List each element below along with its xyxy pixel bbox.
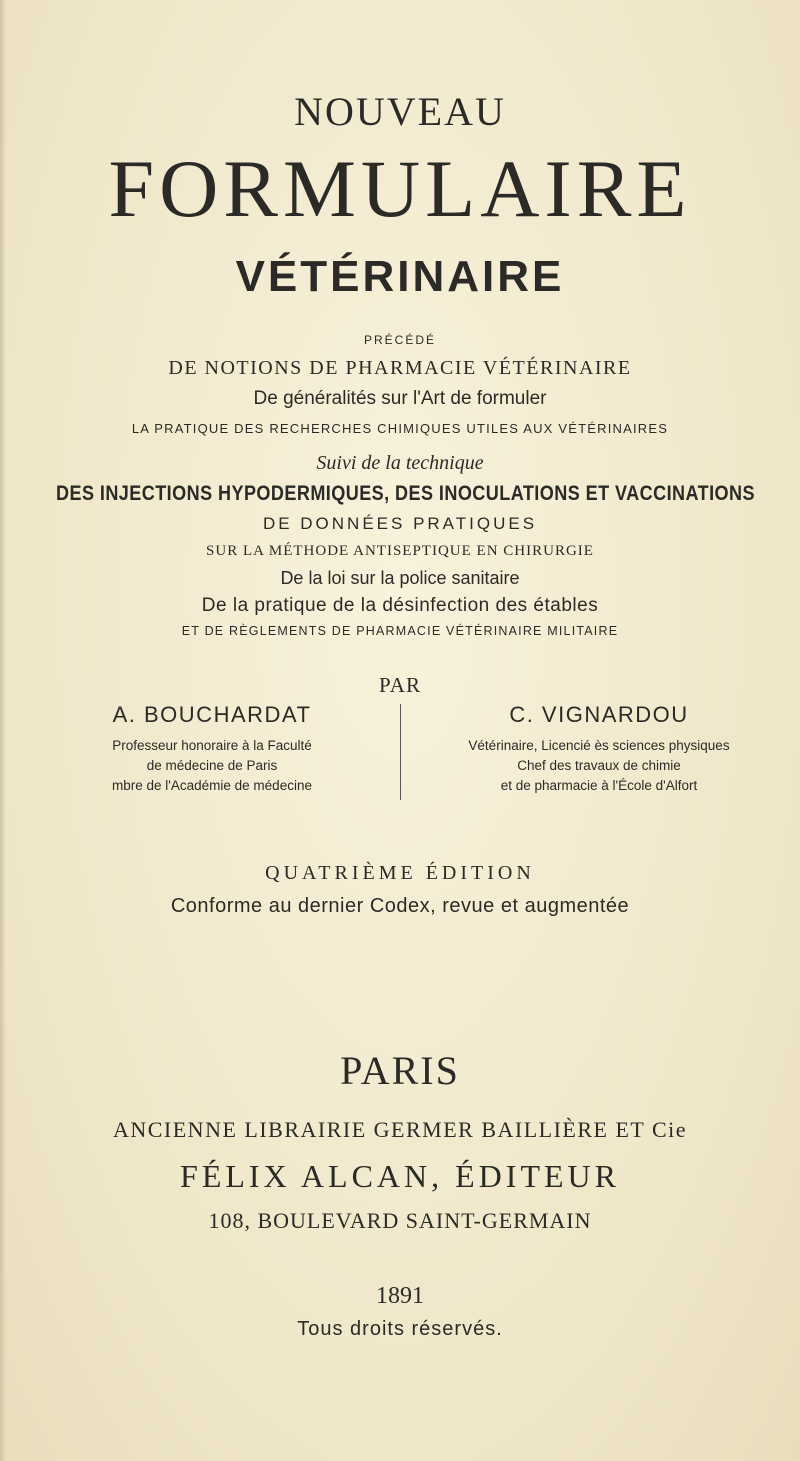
publisher-address: 108, BOULEVARD SAINT-GERMAIN [208, 1208, 592, 1233]
publisher-city: PARIS [340, 1048, 460, 1093]
title-veterinaire: VÉTÉRINAIRE [235, 252, 565, 301]
author-name: A. BOUCHARDAT [112, 702, 312, 727]
subtitle-pratique: LA PRATIQUE DES RECHERCHES CHIMIQUES UTILES AUX VÉTÉRINAIRES [131, 421, 669, 436]
edition-label: QUATRIÈME ÉDITION [265, 862, 535, 884]
publisher-editor: FÉLIX ALCAN, ÉDITEUR [180, 1158, 620, 1194]
subtitle-notions: DE NOTIONS DE PHARMACIE VÉTÉRINAIRE [168, 357, 632, 379]
subtitle-reglements: ET DE RÈGLEMENTS DE PHARMACIE VÉTÉRINAIRE MILITAIRE [181, 624, 619, 638]
subtitle-loi: De la loi sur la police sanitaire [280, 568, 520, 588]
rights-notice: Tous droits réservés. [297, 1318, 503, 1340]
author-vignardou [410, 702, 788, 796]
subtitle-suivi: Suivi de la technique [316, 452, 484, 474]
brace-divider [400, 704, 409, 800]
author-credential: Vétérinaire, Licencié ès sciences physiques [468, 738, 730, 753]
author-credential: de médecine de Paris [146, 758, 278, 773]
edition-note: Conforme au dernier Codex, revue et augmentée [170, 895, 630, 917]
subtitle-desinfection: De la pratique de la désinfection des étables [201, 595, 599, 616]
subtitle-injections: DES INJECTIONS HYPODERMIQUES, DES INOCULATIONS ET VACCINATIONS [56, 482, 755, 505]
subtitle-donnees: DE DONNÉES PRATIQUES [262, 514, 538, 533]
author-credential: et de pharmacie à l'École d'Alfort [500, 778, 698, 793]
subtitle-generalites: De généralités sur l'Art de formuler [253, 388, 547, 409]
author-name: C. VIGNARDOU [509, 702, 689, 727]
author-bouchardat [22, 702, 402, 796]
title-formulaire: FORMULAIRE [108, 143, 692, 234]
authors-block [0, 702, 800, 802]
author-credential: Chef des travaux de chimie [517, 758, 681, 773]
subtitle-precede: PRÉCÉDÉ [363, 333, 436, 347]
title-nouveau: NOUVEAU [294, 89, 506, 134]
author-credential: Professeur honoraire à la Faculté [112, 738, 312, 753]
by-label: PAR [379, 673, 421, 697]
publication-year: 1891 [376, 1283, 424, 1309]
publisher-house: ANCIENNE LIBRAIRIE GERMER BAILLIÈRE ET Cie [112, 1117, 688, 1142]
author-credential: mbre de l'Académie de médecine [112, 778, 312, 793]
subtitle-methode: SUR LA MÉTHODE ANTISEPTIQUE EN CHIRURGIE [206, 543, 594, 559]
